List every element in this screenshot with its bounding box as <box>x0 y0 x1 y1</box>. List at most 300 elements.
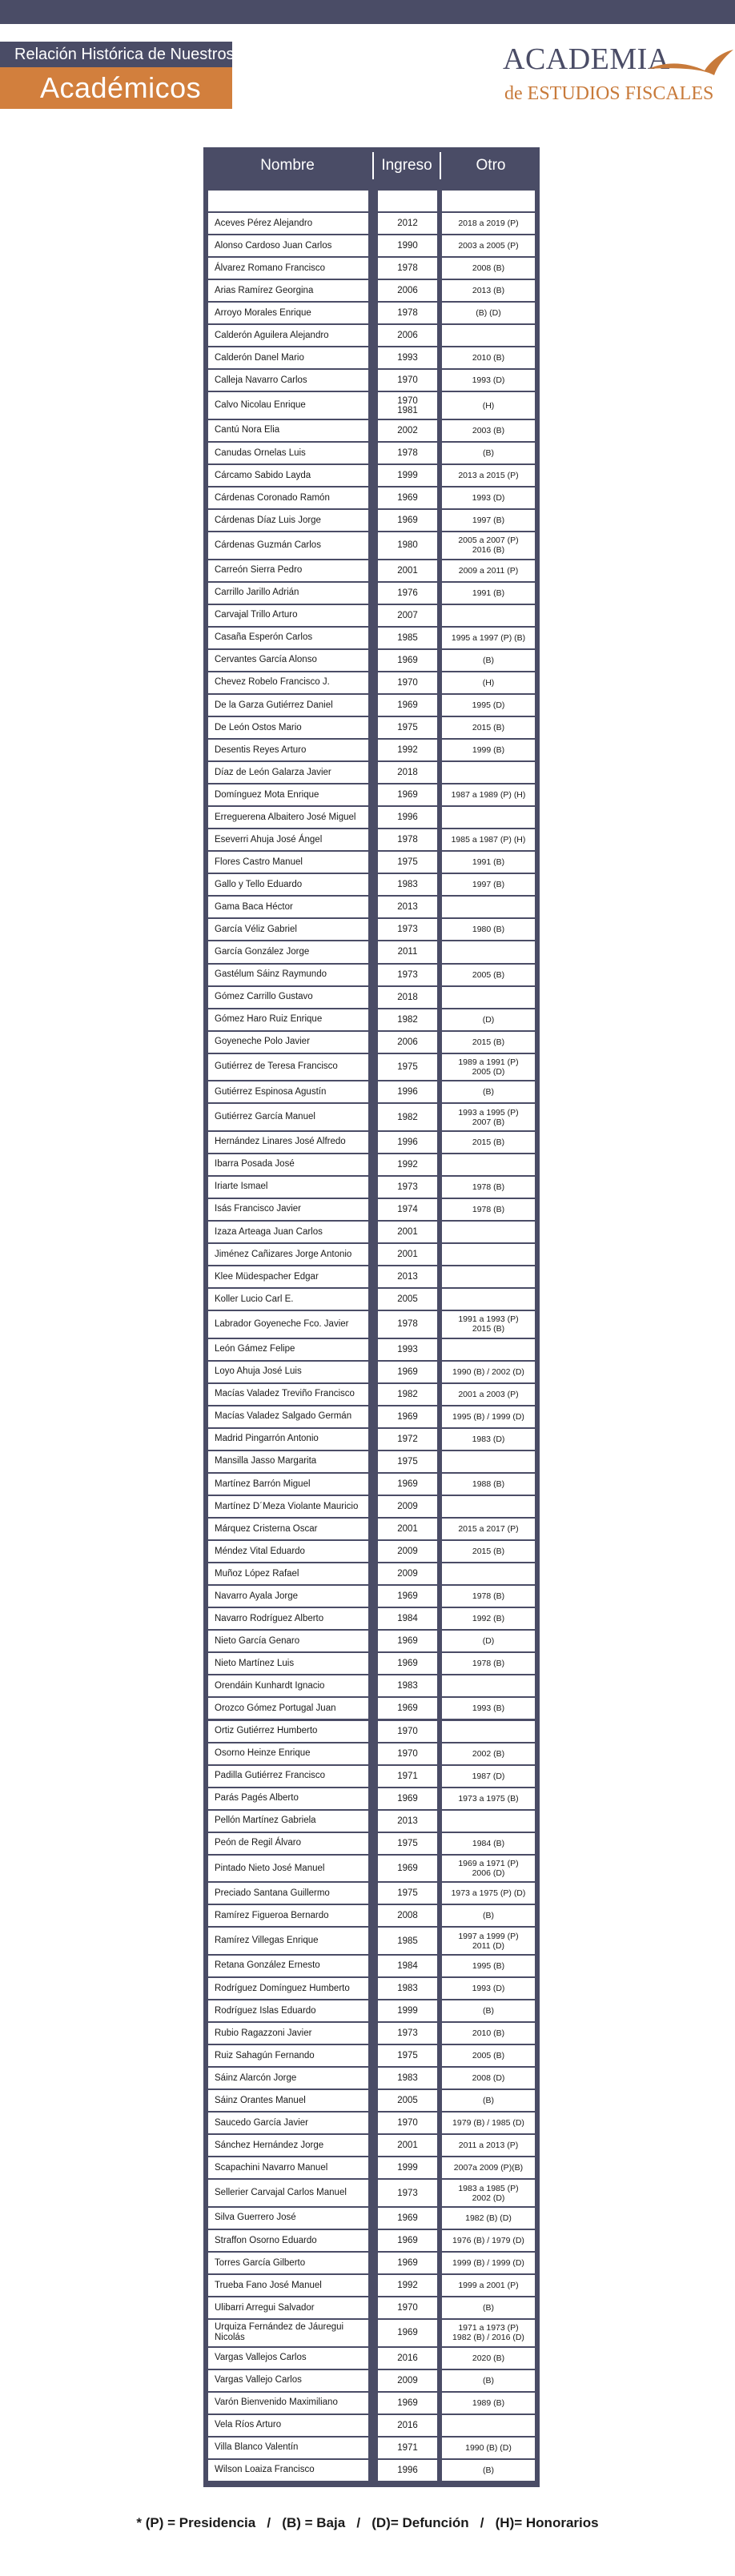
cell-nombre-text: Pintado Nieto José Manuel <box>215 1863 325 1873</box>
cell-otro-text: 1973 a 1975 (B) <box>458 1793 519 1804</box>
cell-otro <box>442 1429 535 1450</box>
cell-otro-text: 2005 (B) <box>472 2051 505 2061</box>
table-row <box>208 1563 535 1584</box>
cell-otro <box>442 762 535 783</box>
logo-line2: de ESTUDIOS FISCALES <box>504 83 714 104</box>
cell-otro <box>442 987 535 1008</box>
cell-otro-text: 2003 (B) <box>472 425 505 435</box>
cell-otro-text: (B) <box>483 1087 494 1097</box>
cell-nombre-text: Vargas Vallejo Carlos <box>215 2375 302 2385</box>
table-row <box>208 280 535 301</box>
cell-nombre-text: Jiménez Cañizares Jorge Antonio <box>215 1249 352 1259</box>
cell-ingreso-text: 1969 <box>397 1659 418 1669</box>
cell-nombre <box>208 1721 368 1742</box>
table-row <box>208 1104 535 1130</box>
table-row <box>208 420 535 441</box>
cell-otro <box>442 235 535 256</box>
cell-nombre <box>208 650 368 671</box>
cell-nombre <box>208 1496 368 1517</box>
cell-nombre <box>208 2230 368 2251</box>
cell-otro <box>442 2135 535 2156</box>
cell-ingreso-text: 1969 <box>397 516 418 526</box>
cell-otro <box>442 1132 535 1153</box>
cell-ingreso-text: 1990 <box>397 241 418 251</box>
cell-otro <box>442 2393 535 2413</box>
cell-ingreso-text: 2011 <box>397 947 418 957</box>
table-row <box>208 762 535 783</box>
cell-nombre-text: Gutiérrez de Teresa Francisco <box>215 1061 338 1072</box>
cell-ingreso-text: 2009 <box>397 2375 418 2385</box>
cell-otro-text: (B) <box>483 2096 494 2106</box>
cell-ingreso <box>378 1406 437 1427</box>
cell-nombre <box>208 1081 368 1102</box>
cell-otro <box>442 1586 535 1607</box>
cell-ingreso <box>378 2113 437 2133</box>
cell-nombre-text: Straffon Osorno Eduardo <box>215 2235 317 2245</box>
cell-nombre-text: Muñoz López Rafael <box>215 1568 299 1579</box>
cell-otro <box>442 191 535 211</box>
table-row <box>208 1244 535 1265</box>
cell-ingreso <box>378 2180 437 2206</box>
cell-nombre <box>208 1132 368 1153</box>
table-row <box>208 488 535 508</box>
cell-ingreso <box>378 2090 437 2111</box>
table-row <box>208 1811 535 1832</box>
cell-ingreso-text: 1975 <box>397 1456 418 1467</box>
cell-nombre <box>208 1833 368 1854</box>
cell-nombre <box>208 1384 368 1405</box>
cell-nombre-text: Saucedo García Javier <box>215 2117 308 2128</box>
academics-table <box>203 147 540 2487</box>
cell-ingreso <box>378 347 437 368</box>
cell-nombre <box>208 443 368 463</box>
cell-otro <box>442 2297 535 2318</box>
table-row <box>208 1675 535 1696</box>
cell-nombre <box>208 717 368 738</box>
cell-ingreso <box>378 1311 437 1338</box>
cell-otro <box>442 2068 535 2088</box>
cell-otro-text: 1984 (B) <box>472 1838 505 1848</box>
cell-otro-text: 2007a 2009 (P)(B) <box>453 2163 524 2173</box>
cell-nombre <box>208 1541 368 1562</box>
cell-ingreso <box>378 2275 437 2296</box>
cell-otro <box>442 2090 535 2111</box>
cell-ingreso <box>378 1928 437 1954</box>
cell-nombre <box>208 1429 368 1450</box>
cell-ingreso <box>378 488 437 508</box>
cell-otro-text: 1995 a 1997 (P) (B) <box>451 632 526 643</box>
cell-nombre <box>208 2090 368 2111</box>
cell-otro-text: 1989 (B) <box>472 2397 505 2408</box>
header-ingreso: Ingreso <box>381 157 432 174</box>
cell-nombre <box>208 965 368 985</box>
cell-ingreso-text: 2013 <box>397 902 418 913</box>
cell-otro-text: 1983 (D) <box>472 1434 505 1444</box>
cell-otro-text: (B) <box>483 2375 494 2385</box>
cell-nombre-text: Sánchez Hernández Jorge <box>215 2140 324 2150</box>
header-nombre: Nombre <box>260 157 315 174</box>
cell-nombre-text: Labrador Goyeneche Fco. Javier <box>215 1318 349 1329</box>
cell-nombre-text: Villa Blanco Valentín <box>215 2442 299 2453</box>
cell-ingreso-text: 1969 <box>397 2213 418 2223</box>
table-row <box>208 235 535 256</box>
cell-otro <box>442 2230 535 2251</box>
cell-otro-text: (B) <box>483 2465 494 2475</box>
cell-ingreso-text: 1969 <box>397 2397 418 2408</box>
cell-nombre <box>208 874 368 895</box>
table-row <box>208 1653 535 1674</box>
header-divider <box>372 152 374 179</box>
cell-nombre-text: Torres García Gilberto <box>215 2257 306 2268</box>
cell-otro <box>442 1978 535 1999</box>
cell-nombre-text: Calderón Danel Mario <box>215 352 304 363</box>
cell-otro <box>442 532 535 559</box>
cell-nombre-text: De León Ostos Mario <box>215 722 302 732</box>
cell-nombre <box>208 1311 368 1338</box>
cell-otro <box>442 672 535 693</box>
cell-otro <box>442 1177 535 1198</box>
cell-nombre <box>208 740 368 760</box>
cell-ingreso-text: 1976 <box>397 588 418 598</box>
table-row <box>208 2275 535 2296</box>
cell-nombre-text: Aceves Pérez Alejandro <box>215 218 313 228</box>
cell-ingreso-text: 1970 <box>397 2118 418 2129</box>
cell-nombre-text: Eseverri Ahuja José Ángel <box>215 834 323 845</box>
cell-otro-text: 1991 (B) <box>472 857 505 868</box>
cell-ingreso <box>378 2253 437 2273</box>
cell-nombre <box>208 2023 368 2044</box>
table-row <box>208 1081 535 1102</box>
table-row <box>208 1788 535 1809</box>
cell-otro <box>442 1743 535 1764</box>
table-row <box>208 1928 535 1954</box>
cell-otro <box>442 1054 535 1081</box>
cell-otro <box>442 392 535 419</box>
cell-otro <box>442 1811 535 1832</box>
table-row <box>208 1199 535 1220</box>
cell-otro <box>442 740 535 760</box>
cell-nombre-text: Macías Valadez Salgado Germán <box>215 1411 352 1422</box>
cell-ingreso-text: 1975 <box>397 1061 418 1072</box>
cell-ingreso <box>378 2348 437 2369</box>
table-row <box>208 941 535 962</box>
top-bar <box>0 0 735 24</box>
table-row <box>208 1766 535 1787</box>
cell-nombre-text: Preciado Santana Guillermo <box>215 1888 330 1898</box>
cell-ingreso <box>378 1429 437 1450</box>
cell-ingreso-text: 2006 <box>397 331 418 341</box>
cell-ingreso <box>378 605 437 626</box>
cell-nombre <box>208 1474 368 1495</box>
cell-nombre-text: Sellerier Carvajal Carlos Manuel <box>215 2188 347 2198</box>
cell-otro <box>442 583 535 604</box>
cell-ingreso <box>378 1009 437 1030</box>
cell-nombre-text: Gómez Carrillo Gustavo <box>215 992 313 1002</box>
cell-nombre <box>208 1104 368 1130</box>
cell-nombre <box>208 1956 368 1976</box>
table-row <box>208 1608 535 1629</box>
table-row <box>208 1177 535 1198</box>
cell-nombre-text: Gutiérrez Espinosa Agustín <box>215 1086 327 1097</box>
cell-otro <box>442 1266 535 1287</box>
table-row <box>208 1698 535 1719</box>
cell-otro-text: 2013 a 2015 (P) <box>458 471 519 481</box>
cell-nombre-text: Martínez D´Meza Violante Mauricio <box>215 1501 359 1511</box>
cell-nombre <box>208 987 368 1008</box>
table-row <box>208 1132 535 1153</box>
cell-ingreso <box>378 1541 437 1562</box>
table-row <box>208 1266 535 1287</box>
cell-nombre-text: Vela Ríos Arturo <box>215 2420 282 2430</box>
cell-ingreso <box>378 1743 437 1764</box>
cell-otro <box>442 510 535 531</box>
cell-nombre-text: Erreguerena Albaitero José Miguel <box>215 812 356 822</box>
cell-otro <box>442 1289 535 1310</box>
cell-nombre-text: Carreón Sierra Pedro <box>215 565 303 576</box>
cell-ingreso-text: 1969 <box>397 700 418 710</box>
cell-otro-text: 1985 a 1987 (P) (H) <box>451 835 526 845</box>
cell-nombre-text: Flores Castro Manuel <box>215 857 303 867</box>
cell-nombre-text: Cárdenas Guzmán Carlos <box>215 540 321 550</box>
cell-otro <box>442 1154 535 1175</box>
cell-nombre <box>208 2000 368 2021</box>
cell-ingreso-text: 2001 <box>397 1524 418 1535</box>
cell-ingreso-text: 1972 <box>397 1434 418 1444</box>
cell-ingreso <box>378 2297 437 2318</box>
cell-ingreso <box>378 987 437 1008</box>
cell-ingreso-text: 1982 <box>397 1389 418 1399</box>
table-row <box>208 1362 535 1382</box>
cell-ingreso-text: 1982 <box>397 1014 418 1025</box>
cell-ingreso-text: 1975 <box>397 1888 418 1899</box>
cell-nombre <box>208 1451 368 1472</box>
cell-nombre <box>208 605 368 626</box>
academia-logo <box>503 38 735 110</box>
cell-ingreso <box>378 1586 437 1607</box>
cell-ingreso-text: 2009 <box>397 1547 418 1557</box>
cell-otro-text: 1987 a 1989 (P) (H) <box>451 790 526 800</box>
cell-ingreso <box>378 897 437 917</box>
cell-ingreso-text: 1996 <box>397 2465 418 2475</box>
table-header <box>203 147 540 184</box>
cell-ingreso <box>378 583 437 604</box>
cell-ingreso <box>378 1032 437 1053</box>
cell-ingreso <box>378 1081 437 1102</box>
cell-ingreso-text: 1982 <box>397 1112 418 1122</box>
cell-nombre-text: Arias Ramírez Georgina <box>215 285 314 295</box>
cell-ingreso <box>378 1054 437 1081</box>
cell-ingreso <box>378 672 437 693</box>
logo-line1: ACADEMIA <box>503 42 670 76</box>
cell-nombre <box>208 392 368 419</box>
cell-nombre-text: Ramírez Villegas Enrique <box>215 1936 319 1946</box>
cell-otro-text: 1990 (B) (D) <box>465 2442 512 2453</box>
table-row <box>208 2438 535 2458</box>
table-row <box>208 897 535 917</box>
cell-ingreso-text: 2007 <box>397 610 418 620</box>
cell-otro-text: 2005 a 2007 (P) 2016 (B) <box>458 536 519 556</box>
table-row <box>208 1474 535 1495</box>
cell-ingreso <box>378 1608 437 1629</box>
cell-nombre-text: Koller Lucio Carl E. <box>215 1294 294 1304</box>
cell-ingreso-text: 1973 <box>397 2188 418 2198</box>
cell-otro <box>442 488 535 508</box>
cell-ingreso-text: 2006 <box>397 286 418 296</box>
cell-nombre <box>208 420 368 441</box>
table-row <box>208 2180 535 2206</box>
cell-nombre-text: Padilla Gutiérrez Francisco <box>215 1771 326 1781</box>
cell-nombre-text: Domínguez Mota Enrique <box>215 789 319 800</box>
cell-nombre-text: Álvarez Romano Francisco <box>215 263 326 273</box>
table-row <box>208 1384 535 1405</box>
cell-otro-text: 1979 (B) / 1985 (D) <box>452 2118 524 2129</box>
table-row <box>208 1905 535 1926</box>
table-row <box>208 965 535 985</box>
table-row <box>208 370 535 391</box>
cell-otro <box>442 1788 535 1809</box>
table-row <box>208 1009 535 1030</box>
table-row <box>208 1222 535 1242</box>
table-row <box>208 2348 535 2369</box>
table-row <box>208 1519 535 1539</box>
cell-nombre-text: Parás Pagés Alberto <box>215 1793 299 1804</box>
cell-nombre-text: García González Jorge <box>215 946 310 957</box>
cell-nombre-text: Nieto García Genaro <box>215 1635 300 1646</box>
cell-otro <box>442 1721 535 1742</box>
cell-ingreso <box>378 420 437 441</box>
table-row <box>208 1856 535 1882</box>
cell-nombre-text: Rubio Ragazzoni Javier <box>215 2028 312 2038</box>
cell-nombre-text: Ibarra Posada José <box>215 1159 295 1170</box>
cell-otro <box>442 717 535 738</box>
cell-nombre-text: Cervantes García Alonso <box>215 655 317 665</box>
cell-nombre <box>208 2208 368 2229</box>
cell-ingreso-text: 1969 <box>397 2328 418 2338</box>
cell-otro-text: 1978 (B) <box>472 1204 505 1214</box>
cell-otro <box>442 2348 535 2369</box>
cell-otro <box>442 560 535 581</box>
cell-nombre-text: Carrillo Jarillo Adrián <box>215 588 299 598</box>
cell-nombre <box>208 628 368 648</box>
cell-otro-text: 1993 (D) <box>472 375 505 386</box>
cell-ingreso-text: 1970 <box>397 375 418 386</box>
cell-otro <box>442 370 535 391</box>
cell-nombre <box>208 1054 368 1081</box>
cell-otro-text: (B) <box>483 655 494 665</box>
cell-nombre <box>208 1766 368 1787</box>
cell-nombre-text: Alonso Cardoso Juan Carlos <box>215 240 332 251</box>
cell-nombre <box>208 488 368 508</box>
table-row <box>208 213 535 234</box>
cell-otro-text: 1991 (B) <box>472 588 505 598</box>
cell-otro <box>442 1833 535 1854</box>
table-row <box>208 258 535 279</box>
cell-nombre-text: Gómez Haro Ruiz Enrique <box>215 1014 323 1025</box>
cell-nombre <box>208 852 368 873</box>
cell-otro <box>442 1384 535 1405</box>
cell-ingreso <box>378 2000 437 2021</box>
cell-otro <box>442 1698 535 1719</box>
cell-ingreso-text: 1969 <box>397 790 418 800</box>
cell-otro-text: (H) <box>482 400 495 411</box>
table-row <box>208 347 535 368</box>
cell-nombre-text: Ortiz Gutiérrez Humberto <box>215 1726 318 1736</box>
cell-nombre-text: Arroyo Morales Enrique <box>215 307 311 318</box>
cell-otro <box>442 1311 535 1338</box>
cell-nombre <box>208 2253 368 2273</box>
cell-ingreso <box>378 1496 437 1517</box>
cell-ingreso <box>378 1788 437 1809</box>
cell-nombre-text: Ramírez Figueroa Bernardo <box>215 1910 329 1920</box>
table-row <box>208 1289 535 1310</box>
cell-ingreso-text: 2018 <box>397 992 418 1002</box>
cell-ingreso-text: 1969 <box>397 1479 418 1490</box>
cell-nombre <box>208 2460 368 2481</box>
cell-ingreso-text: 1983 <box>397 1681 418 1691</box>
cell-nombre-text: García Véliz Gabriel <box>215 924 297 934</box>
cell-otro-text: 1993 (D) <box>472 1984 505 1994</box>
cell-nombre <box>208 941 368 962</box>
cell-nombre-text: Sáinz Orantes Manuel <box>215 2095 306 2105</box>
cell-ingreso <box>378 762 437 783</box>
cell-otro-text: 2008 (D) <box>472 2073 505 2084</box>
cell-otro <box>442 919 535 940</box>
cell-ingreso-text: 2013 <box>397 1272 418 1282</box>
cell-ingreso <box>378 1766 437 1787</box>
cell-ingreso <box>378 191 437 211</box>
cell-otro <box>442 965 535 985</box>
table-row <box>208 1154 535 1175</box>
cell-ingreso-text: 1975 <box>397 1838 418 1848</box>
cell-otro-text: 1978 (B) <box>472 1182 505 1192</box>
cell-nombre <box>208 532 368 559</box>
table-row <box>208 919 535 940</box>
cell-otro-text: 1978 (B) <box>472 1659 505 1669</box>
cell-nombre <box>208 258 368 279</box>
cell-otro <box>442 2023 535 2044</box>
cell-nombre-text: Osorno Heinze Enrique <box>215 1748 311 1759</box>
table-row <box>208 1311 535 1338</box>
cell-otro-text: 1973 a 1975 (P) (D) <box>451 1888 526 1899</box>
cell-ingreso-text: 2001 <box>397 2141 418 2151</box>
cell-ingreso <box>378 2230 437 2251</box>
cell-otro-text: 2009 a 2011 (P) <box>458 565 519 576</box>
cell-ingreso <box>378 1978 437 1999</box>
cell-otro-text: 1969 a 1971 (P) 2006 (D) <box>458 1859 519 1879</box>
cell-ingreso-text: 2012 <box>397 219 418 229</box>
cell-ingreso-text: 2018 <box>397 768 418 778</box>
cell-otro <box>442 1104 535 1130</box>
cell-ingreso <box>378 965 437 985</box>
cell-otro <box>442 1496 535 1517</box>
cell-otro-text: 2005 (B) <box>472 969 505 980</box>
cell-otro <box>442 1451 535 1472</box>
cell-otro <box>442 852 535 873</box>
cell-ingreso-text: 1999 <box>397 471 418 481</box>
table-row <box>208 1978 535 1999</box>
cell-nombre-text: Calvo Nicolau Enrique <box>215 400 306 411</box>
cell-nombre <box>208 2370 368 2391</box>
cell-ingreso-text: 1996 <box>397 813 418 823</box>
cell-nombre-text: Díaz de León Galarza Javier <box>215 767 331 777</box>
table-row <box>208 2068 535 2088</box>
header-otro: Otro <box>476 157 506 174</box>
cell-nombre <box>208 235 368 256</box>
cell-otro <box>442 1541 535 1562</box>
cell-ingreso-text: 1969 <box>397 655 418 665</box>
cell-ingreso <box>378 717 437 738</box>
table-row <box>208 1406 535 1427</box>
